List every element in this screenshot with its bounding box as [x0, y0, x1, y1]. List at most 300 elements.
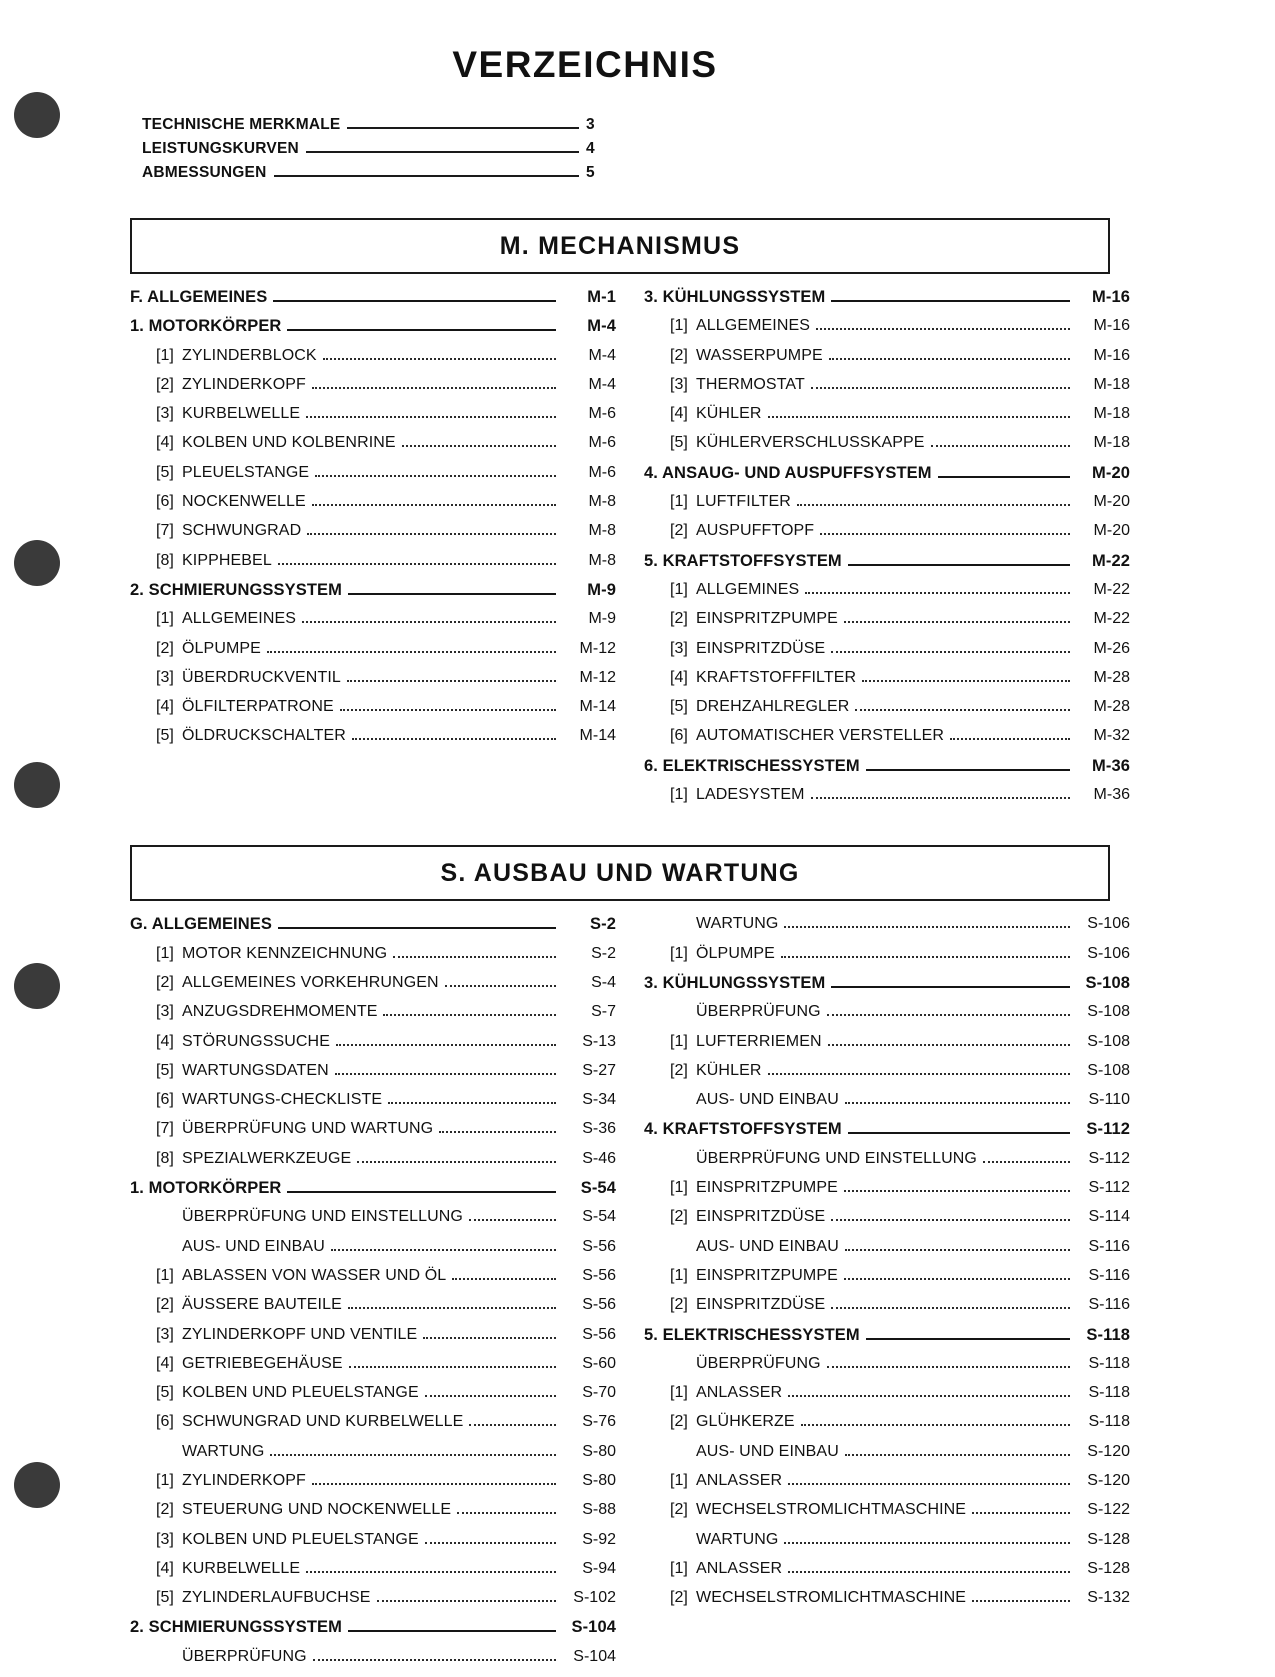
toc-page-number: S-132 — [1087, 1589, 1130, 1607]
toc-sub-entry[interactable] — [130, 1413, 616, 1442]
toc-major-entry[interactable] — [644, 757, 1130, 786]
leader-dots — [323, 358, 556, 360]
toc-entry-label: PLEUELSTANGE — [182, 463, 310, 481]
toc-entry-label: SCHWUNGRAD UND KURBELWELLE — [182, 1413, 464, 1431]
toc-entry-label: STEUERUNG UND NOCKENWELLE — [182, 1501, 452, 1519]
leader-dots — [972, 1600, 1070, 1602]
leader-dots — [845, 1102, 1070, 1104]
toc-sub-entry[interactable] — [644, 1238, 1130, 1267]
toc-sub-entry[interactable] — [130, 1384, 616, 1413]
toc-sub-entry[interactable] — [644, 1355, 1130, 1384]
toc-entry-label: 3. KÜHLUNGSSYSTEM — [644, 288, 826, 306]
leader-dots — [336, 1044, 556, 1046]
leader-dots — [306, 416, 556, 418]
toc-entry-tag: [6] — [156, 1091, 174, 1109]
toc-entry-label: KÜHLER — [696, 405, 762, 423]
toc-sub-entry[interactable] — [130, 405, 616, 434]
toc-sub-entry[interactable] — [130, 1648, 616, 1677]
toc-sub-entry[interactable] — [644, 1560, 1130, 1589]
toc-page-number: S-56 — [582, 1296, 616, 1314]
toc-sub-entry[interactable] — [644, 640, 1130, 669]
toc-entry-tag: [4] — [156, 1354, 174, 1372]
binder-punch-hole — [14, 762, 60, 808]
toc-entry-label: 5. KRAFTSTOFFSYSTEM — [644, 551, 842, 570]
toc-sub-entry[interactable] — [644, 1062, 1130, 1091]
toc-sub-entry[interactable] — [644, 434, 1130, 463]
leader-rule — [831, 300, 1070, 302]
front-matter-page-number: 3 — [586, 116, 595, 133]
toc-entry-label: ALLGEMEINES — [182, 610, 297, 628]
toc-page-number: S-4 — [591, 973, 616, 991]
leader-dots — [335, 1073, 556, 1075]
leader-rule — [273, 300, 556, 302]
toc-sub-entry[interactable] — [644, 1208, 1130, 1237]
toc-major-entry[interactable] — [644, 552, 1130, 581]
toc-sub-entry[interactable] — [130, 1091, 616, 1120]
toc-page-number: S-128 — [1087, 1559, 1130, 1577]
toc-page-number: M-4 — [588, 375, 616, 393]
front-matter-page-number: 5 — [586, 164, 595, 181]
toc-entry-tag: [1] — [670, 1032, 688, 1050]
toc-page-number: M-20 — [1092, 463, 1130, 482]
binder-punch-hole — [14, 540, 60, 586]
toc-page-number: S-108 — [1085, 973, 1130, 992]
leader-rule — [278, 927, 556, 929]
toc-entry-tag: [4] — [156, 1559, 174, 1577]
toc-entry-tag: [1] — [670, 1179, 688, 1197]
toc-sub-entry[interactable] — [130, 1501, 616, 1530]
toc-sub-entry[interactable] — [644, 1472, 1130, 1501]
toc-sub-entry[interactable] — [130, 1326, 616, 1355]
toc-sub-entry[interactable] — [644, 581, 1130, 610]
toc-page-number: M-1 — [587, 288, 616, 306]
toc-entry-tag: [4] — [670, 405, 688, 423]
toc-entry-tag: [3] — [156, 1325, 174, 1343]
leader-dots — [377, 1600, 556, 1602]
leader-dots — [784, 1542, 1070, 1544]
toc-entry-tag: [1] — [670, 786, 688, 804]
toc-sub-entry[interactable] — [130, 376, 616, 405]
toc-sub-entry[interactable] — [644, 376, 1130, 405]
toc-page-number: M-8 — [588, 493, 616, 511]
toc-major-entry[interactable] — [130, 317, 616, 346]
toc-sub-entry[interactable] — [644, 1443, 1130, 1472]
binder-punch-hole — [14, 963, 60, 1009]
toc-sub-entry[interactable] — [644, 1501, 1130, 1530]
toc-sub-entry[interactable] — [644, 1267, 1130, 1296]
leader-dots — [349, 1366, 556, 1368]
toc-page-number: S-112 — [1088, 1149, 1130, 1167]
toc-page-number: M-6 — [588, 434, 616, 452]
front-matter-label: ABMESSUNGEN — [142, 164, 267, 181]
toc-page-number: S-116 — [1088, 1237, 1130, 1255]
toc-sub-entry[interactable] — [644, 1150, 1130, 1179]
toc-page-number: M-9 — [588, 610, 616, 628]
toc-page-number: M-22 — [1092, 551, 1130, 570]
toc-major-entry[interactable] — [644, 1326, 1130, 1355]
toc-entry-tag: [1] — [156, 1266, 174, 1284]
toc-major-entry[interactable] — [130, 1179, 616, 1208]
toc-major-entry[interactable] — [644, 288, 1130, 317]
leader-dots — [844, 621, 1070, 623]
toc-sub-entry[interactable] — [130, 493, 616, 522]
toc-sub-entry[interactable] — [130, 698, 616, 727]
toc-page-number: M-20 — [1093, 522, 1130, 540]
leader-rule — [866, 769, 1070, 771]
toc-sub-entry[interactable] — [130, 1150, 616, 1179]
toc-entry-label: ÜBERDRUCKVENTIL — [182, 668, 341, 686]
page-title: VERZEICHNIS — [452, 44, 718, 85]
toc-major-entry[interactable] — [644, 464, 1130, 493]
toc-sub-entry[interactable] — [130, 1267, 616, 1296]
toc-sub-entry[interactable] — [130, 1062, 616, 1091]
toc-entry-tag: [8] — [156, 551, 174, 569]
section-banner — [130, 845, 1110, 901]
toc-sub-entry[interactable] — [130, 1560, 616, 1589]
toc-entry-label: GETRIEBEGEHÄUSE — [182, 1354, 343, 1372]
toc-entry-label: KOLBEN UND PLEUELSTANGE — [182, 1384, 419, 1402]
toc-entry-tag: [3] — [156, 668, 174, 686]
front-matter-entry[interactable] — [142, 164, 612, 188]
toc-sub-entry[interactable] — [644, 786, 1130, 815]
toc-entry-label: 1. MOTORKÖRPER — [130, 1179, 282, 1198]
toc-sub-entry[interactable] — [130, 434, 616, 463]
toc-entry-label: 1. MOTORKÖRPER — [130, 317, 282, 336]
toc-entry-label: WARTUNG — [182, 1442, 265, 1460]
toc-entry-label: ÜBERPRÜFUNG — [696, 1003, 821, 1021]
toc-entry-label: ÜBERPRÜFUNG UND EINSTELLUNG — [182, 1208, 463, 1226]
leader-rule — [866, 1338, 1070, 1340]
toc-entry-label: ZYLINDERLAUFBUCHSE — [182, 1589, 371, 1607]
toc-page-number: S-128 — [1087, 1530, 1130, 1548]
toc-page-number: S-120 — [1087, 1442, 1130, 1460]
toc-sub-entry[interactable] — [130, 974, 616, 1003]
toc-page-number: M-16 — [1093, 317, 1130, 335]
leader-dots — [307, 533, 556, 535]
toc-page-number: S-106 — [1087, 915, 1130, 933]
leader-dots — [457, 1512, 556, 1514]
toc-entry-label: WECHSELSTROMLICHTMASCHINE — [696, 1501, 967, 1519]
toc-entry-label: MOTOR KENNZEICHNUNG — [182, 944, 388, 962]
leader-dots — [402, 445, 556, 447]
toc-sub-entry[interactable] — [130, 347, 616, 376]
toc-entry-label: LADESYSTEM — [696, 786, 805, 804]
toc-sub-entry[interactable] — [644, 1003, 1130, 1032]
toc-page-number: S-116 — [1088, 1266, 1130, 1284]
toc-sub-entry[interactable] — [644, 915, 1130, 944]
leader-dots — [862, 680, 1070, 682]
toc-sub-entry[interactable] — [130, 1238, 616, 1267]
leader-dots — [801, 1424, 1070, 1426]
toc-major-entry[interactable] — [644, 1120, 1130, 1149]
leader-dots — [829, 358, 1070, 360]
toc-page-number: S-106 — [1087, 944, 1130, 962]
toc-entry-label: ZYLINDERKOPF UND VENTILE — [182, 1325, 418, 1343]
toc-sub-entry[interactable] — [130, 522, 616, 551]
leader-dots — [784, 926, 1070, 928]
toc-sub-entry[interactable] — [130, 1531, 616, 1560]
section-banner-title: M. MECHANISMUS — [499, 231, 741, 260]
toc-entry-label: ALLGEMEINES VORKEHRUNGEN — [182, 973, 439, 991]
toc-entry-tag: [2] — [670, 1501, 688, 1519]
toc-page-number: M-12 — [579, 668, 616, 686]
toc-column-right — [630, 288, 1130, 815]
binder-punch-hole — [14, 1462, 60, 1508]
toc-page-number: S-7 — [591, 1003, 616, 1021]
leader-dots — [983, 1161, 1070, 1163]
toc-page-number: S-114 — [1088, 1208, 1130, 1226]
toc-page-number: M-14 — [579, 698, 616, 716]
toc-page-number: S-2 — [591, 944, 616, 962]
leader-dots — [312, 1483, 556, 1485]
leader-dots — [469, 1219, 556, 1221]
toc-entry-tag: [2] — [670, 346, 688, 364]
toc-page-number: S-112 — [1088, 1179, 1130, 1197]
toc-column-right — [630, 915, 1130, 1677]
toc-entry-label: AUTOMATISCHER VERSTELLER — [696, 727, 945, 745]
leader-dots — [855, 709, 1070, 711]
toc-entry-label: NOCKENWELLE — [182, 493, 306, 511]
toc-entry-tag: [1] — [156, 346, 174, 364]
toc-entry-tag: [3] — [156, 405, 174, 423]
toc-entry-tag: [1] — [670, 317, 688, 335]
toc-sub-entry[interactable] — [130, 1033, 616, 1062]
toc-entry-label: ÖLPUMPE — [696, 944, 775, 962]
toc-entry-tag: [5] — [156, 1384, 174, 1402]
toc-entry-tag: [4] — [670, 668, 688, 686]
toc-major-entry[interactable] — [130, 581, 616, 610]
toc-entry-tag: [1] — [670, 493, 688, 511]
toc-sub-entry[interactable] — [644, 1589, 1130, 1618]
leader-dots — [788, 1571, 1070, 1573]
toc-entry-tag: [1] — [670, 944, 688, 962]
toc-sub-entry[interactable] — [644, 698, 1130, 727]
toc-sub-entry[interactable] — [130, 669, 616, 698]
toc-page-number: S-88 — [582, 1501, 616, 1519]
toc-entry-label: 5. ELEKTRISCHESSYSTEM — [644, 1325, 860, 1344]
leader-dots — [816, 328, 1070, 330]
toc-entry-tag: [1] — [156, 610, 174, 628]
toc-entry-label: EINSPRITZPUMPE — [696, 1179, 838, 1197]
toc-page-number: M-16 — [1093, 346, 1130, 364]
toc-sub-entry[interactable] — [644, 1033, 1130, 1062]
toc-sub-entry[interactable] — [130, 1355, 616, 1384]
leader-dots — [439, 1131, 556, 1133]
toc-entry-label: ANZUGSDREHMOMENTE — [182, 1003, 378, 1021]
leader-dots — [828, 1044, 1070, 1046]
leader-rule — [348, 593, 556, 595]
leader-dots — [781, 956, 1070, 958]
leader-rule — [287, 329, 556, 331]
toc-page-number: S-104 — [571, 1618, 616, 1637]
toc-page-number: M-28 — [1093, 668, 1130, 686]
toc-entry-label: WASSERPUMPE — [696, 346, 823, 364]
toc-entry-label: AUS- UND EINBAU — [696, 1442, 839, 1460]
toc-entry-tag: [7] — [156, 1120, 174, 1138]
toc-entry-tag: [2] — [670, 1589, 688, 1607]
toc-entry-label: ANLASSER — [696, 1471, 783, 1489]
toc-sub-entry[interactable] — [130, 1443, 616, 1472]
leader-dots — [388, 1102, 556, 1104]
toc-sub-entry[interactable] — [130, 610, 616, 639]
toc-entry-label: LUFTERRIEMEN — [696, 1032, 822, 1050]
leader-dots — [352, 738, 556, 740]
toc-page-number: S-110 — [1088, 1091, 1130, 1109]
toc-entry-label: SCHWUNGRAD — [182, 522, 302, 540]
toc-sub-entry[interactable] — [644, 669, 1130, 698]
leader-dots — [797, 504, 1070, 506]
toc-sub-entry[interactable] — [130, 640, 616, 669]
toc-entry-label: 4. KRAFTSTOFFSYSTEM — [644, 1120, 842, 1139]
toc-sub-entry[interactable] — [644, 610, 1130, 639]
toc-page-number: M-36 — [1093, 786, 1130, 804]
toc-major-entry[interactable] — [644, 974, 1130, 1003]
toc-page-number: S-56 — [582, 1237, 616, 1255]
toc-sub-entry[interactable] — [644, 493, 1130, 522]
toc-entry-tag: [1] — [670, 1471, 688, 1489]
leader-dots — [768, 416, 1070, 418]
toc-entry-tag: [6] — [670, 727, 688, 745]
toc-entry-label: KÜHLER — [696, 1061, 762, 1079]
toc-entry-tag: [5] — [156, 1061, 174, 1079]
toc-page-number: S-108 — [1087, 1003, 1130, 1021]
toc-sub-entry[interactable] — [130, 1472, 616, 1501]
toc-page-number: S-80 — [582, 1442, 616, 1460]
toc-entry-tag: [3] — [156, 1003, 174, 1021]
toc-page-number: S-104 — [573, 1647, 616, 1665]
toc-major-entry[interactable] — [130, 915, 616, 944]
toc-entry-label: WARTUNG — [696, 915, 779, 933]
toc-sub-entry[interactable] — [644, 522, 1130, 551]
toc-major-entry[interactable] — [130, 1618, 616, 1647]
toc-entry-label: AUS- UND EINBAU — [696, 1091, 839, 1109]
toc-entry-label: ALLGEMEINES — [696, 317, 811, 335]
toc-sub-entry[interactable] — [130, 1003, 616, 1032]
toc-sub-entry[interactable] — [644, 1179, 1130, 1208]
leader-rule — [274, 175, 580, 177]
front-matter-label: LEISTUNGSKURVEN — [142, 140, 299, 157]
toc-page-number: S-76 — [582, 1413, 616, 1431]
sections-container — [130, 218, 1130, 1677]
leader-dots — [805, 592, 1070, 594]
toc-page-number: M-16 — [1092, 288, 1130, 306]
toc-sub-entry[interactable] — [644, 1413, 1130, 1442]
toc-entry-label: ANLASSER — [696, 1384, 783, 1402]
toc-page-number: S-80 — [582, 1471, 616, 1489]
toc-page-number: S-60 — [582, 1354, 616, 1372]
toc-page-number: M-32 — [1093, 727, 1130, 745]
toc-sub-entry[interactable] — [644, 405, 1130, 434]
toc-entry-tag: [1] — [156, 944, 174, 962]
toc-page-number: M-6 — [588, 405, 616, 423]
leader-dots — [312, 504, 556, 506]
toc-sub-entry[interactable] — [644, 1296, 1130, 1325]
leader-dots — [270, 1454, 556, 1456]
toc-sub-entry[interactable] — [644, 1531, 1130, 1560]
leader-dots — [278, 563, 556, 565]
toc-page-number: S-108 — [1087, 1032, 1130, 1050]
leader-dots — [348, 1307, 556, 1309]
toc-sub-entry[interactable] — [644, 1091, 1130, 1120]
leader-rule — [848, 1132, 1070, 1134]
front-matter-entry[interactable] — [142, 116, 612, 140]
toc-entry-label: G. ALLGEMEINES — [130, 915, 272, 934]
leader-dots — [845, 1249, 1070, 1251]
leader-dots — [315, 475, 556, 477]
toc-entry-label: 6. ELEKTRISCHESSYSTEM — [644, 756, 860, 775]
toc-entry-label: AUS- UND EINBAU — [182, 1237, 325, 1255]
toc-entry-tag: [2] — [156, 1501, 174, 1519]
table-of-contents-page — [130, 0, 1130, 1677]
toc-page-number: S-94 — [582, 1559, 616, 1577]
toc-entry-label: KRAFTSTOFFFILTER — [696, 668, 857, 686]
toc-entry-tag: [5] — [670, 698, 688, 716]
toc-page-number: S-112 — [1086, 1120, 1130, 1139]
leader-dots — [788, 1483, 1070, 1485]
toc-entry-label: ABLASSEN VON WASSER UND ÖL — [182, 1266, 447, 1284]
toc-entry-tag: [1] — [670, 1384, 688, 1402]
toc-entry-tag: [2] — [670, 1413, 688, 1431]
toc-entry-tag: [1] — [670, 580, 688, 598]
toc-sub-entry[interactable] — [130, 464, 616, 493]
toc-sub-entry[interactable] — [644, 945, 1130, 974]
toc-page-number: M-9 — [587, 580, 616, 599]
toc-sub-entry[interactable] — [644, 317, 1130, 346]
toc-page-number: S-102 — [573, 1589, 616, 1607]
leader-dots — [768, 1073, 1070, 1075]
front-matter-list — [142, 116, 612, 188]
toc-major-entry[interactable] — [130, 288, 616, 317]
toc-entry-tag: [3] — [670, 639, 688, 657]
leader-dots — [357, 1161, 556, 1163]
toc-entry-label: ÖLPUMPE — [182, 639, 261, 657]
toc-entry-tag: [2] — [670, 1061, 688, 1079]
front-matter-entry[interactable] — [142, 140, 612, 164]
toc-entry-label: ZYLINDERKOPF — [182, 1471, 306, 1489]
toc-entry-label: 3. KÜHLUNGSSYSTEM — [644, 973, 826, 992]
binder-punch-hole — [14, 92, 60, 138]
toc-entry-tag: [2] — [670, 610, 688, 628]
toc-sub-entry[interactable] — [130, 945, 616, 974]
toc-entry-label: STÖRUNGSSUCHE — [182, 1032, 330, 1050]
toc-entry-tag: [2] — [670, 1296, 688, 1314]
toc-entry-label: ÜBERPRÜFUNG — [696, 1354, 821, 1372]
toc-sub-entry[interactable] — [130, 552, 616, 581]
leader-rule — [347, 127, 579, 129]
toc-page-number: M-12 — [579, 639, 616, 657]
toc-entry-label: ÜBERPRÜFUNG — [182, 1647, 307, 1665]
leader-dots — [845, 1454, 1070, 1456]
toc-sub-entry[interactable] — [130, 1120, 616, 1149]
toc-sub-entry[interactable] — [644, 347, 1130, 376]
toc-entry-label: SPEZIALWERKZEUGE — [182, 1149, 352, 1167]
leader-dots — [331, 1249, 556, 1251]
toc-page-number: S-122 — [1087, 1501, 1130, 1519]
toc-sub-entry[interactable] — [644, 727, 1130, 756]
toc-entry-label: EINSPRITZDÜSE — [696, 639, 826, 657]
toc-sub-entry[interactable] — [130, 1296, 616, 1325]
toc-sub-entry[interactable] — [130, 1589, 616, 1618]
toc-entry-tag: [4] — [156, 434, 174, 452]
toc-sub-entry[interactable] — [644, 1384, 1130, 1413]
leader-dots — [340, 709, 556, 711]
leader-dots — [811, 387, 1070, 389]
toc-sub-entry[interactable] — [130, 1208, 616, 1237]
toc-page-number: M-28 — [1093, 698, 1130, 716]
toc-sub-entry[interactable] — [130, 727, 616, 756]
toc-entry-tag: [2] — [156, 973, 174, 991]
leader-dots — [423, 1337, 556, 1339]
